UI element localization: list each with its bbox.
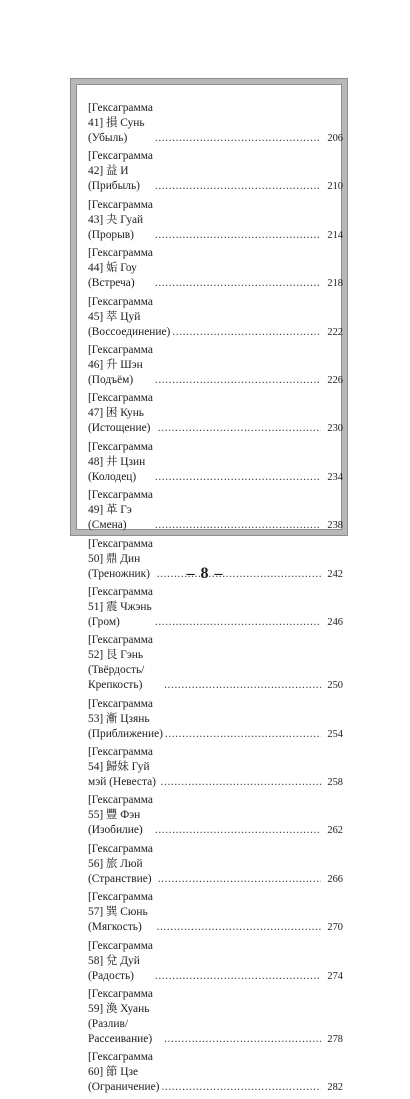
toc-entry-page: 250	[327, 680, 343, 692]
toc-leader-dots	[164, 1032, 321, 1047]
toc-entry-title	[88, 633, 162, 693]
toc-entry-title: [Гексаграмма 53] 漸 Цзянь (Приближение)	[88, 697, 163, 740]
toc-entry-title: [Гексаграмма 43] 夬 Гуай (Прорыв)	[88, 198, 153, 241]
toc-entry-title-line1: [Гексаграмма 59] 渙 Хуань	[88, 988, 153, 1016]
toc-entry	[88, 391, 343, 436]
toc-entry-title-line2: (Разлив/Рассеивание)	[88, 1018, 153, 1046]
toc-leader-dots	[165, 727, 321, 742]
toc-entry-title-line2: (Твёрдость/Крепкость)	[88, 664, 145, 692]
toc-leader-dots	[155, 228, 321, 243]
toc-entry	[88, 697, 343, 742]
toc-leader-dots	[155, 179, 321, 194]
toc-leader-dots	[158, 421, 321, 436]
toc-entry-page: 218	[327, 278, 343, 290]
toc-entry-title: [Гексаграмма 56] 旅 Люй (Странствие)	[88, 842, 153, 885]
toc-entry	[88, 101, 343, 146]
toc-leader-dots	[155, 823, 321, 838]
toc-entry	[88, 440, 343, 485]
toc-entry-title: [Гексаграмма 60] 節 Цзе (Ограничение)	[88, 1051, 160, 1094]
toc-entry-title	[88, 987, 162, 1047]
toc-entry-page: 242	[327, 568, 343, 580]
toc-entry-title: [Гексаграмма 44] 姤 Гоу (Встреча)	[88, 247, 153, 290]
toc-entry-title: [Гексаграмма 48] 井 Цзин (Колодец)	[88, 440, 153, 483]
toc-leader-dots	[155, 969, 321, 984]
toc-entry-page: 258	[327, 777, 343, 789]
toc-leader-dots	[155, 373, 321, 388]
toc-entry	[88, 633, 343, 693]
toc-leader-dots	[158, 872, 321, 887]
toc-entry-page: 210	[327, 181, 343, 193]
toc-entry-title: [Гексаграмма 47] 困 Кунь (Истощение)	[88, 392, 153, 435]
toc-entry-title: [Гексаграмма 51] 震 Чжэнь (Гром)	[88, 585, 153, 628]
toc-entry	[88, 246, 343, 291]
toc-entry-title: [Гексаграмма 57] 巽 Сюнь (Мягкость)	[88, 891, 153, 934]
toc-entry-page: 262	[327, 825, 343, 837]
toc-entry-page: 222	[327, 326, 343, 338]
toc-leader-dots	[155, 470, 321, 485]
toc-entry-page: 274	[327, 970, 343, 982]
toc-entry-page: 234	[327, 471, 343, 483]
toc-entry	[88, 842, 343, 887]
toc-entry-title: [Гексаграмма 49] 革 Гэ (Смена)	[88, 489, 153, 532]
toc-leader-dots	[164, 678, 321, 693]
toc-leader-dots	[161, 775, 321, 790]
toc-leader-dots	[157, 920, 321, 935]
toc-entry-title: [Гексаграмма 54] 歸妹 Гуй мэй (Невеста)	[88, 746, 156, 789]
toc-leader-dots	[155, 131, 321, 146]
toc-entry-title: [Гексаграмма 46] 升 Шэн (Подъём)	[88, 343, 153, 386]
toc-leader-dots	[155, 518, 321, 533]
toc-entry-page: 278	[327, 1034, 343, 1046]
toc-entry-title: [Гексаграмма 45] 萃 Цуй (Воссоединение)	[88, 295, 171, 338]
page-number: – 8 –	[186, 565, 224, 582]
toc-leader-dots	[155, 276, 321, 291]
toc-entry	[88, 488, 343, 533]
toc-entry-page: 266	[327, 873, 343, 885]
toc-entry	[88, 1050, 343, 1095]
toc-entry-page: 246	[327, 616, 343, 628]
toc-entry-page: 270	[327, 922, 343, 934]
toc-entry	[88, 198, 343, 243]
table-of-contents	[88, 101, 343, 1099]
toc-entry-page: 282	[327, 1082, 343, 1094]
toc-entry	[88, 295, 343, 340]
toc-entry	[88, 890, 343, 935]
toc-entry	[88, 149, 343, 194]
toc-entry-title: [Гексаграмма 41] 損 Сунь (Убыль)	[88, 102, 153, 144]
toc-entry-title-line1: [Гексаграмма 52] 艮 Гэнь	[88, 634, 153, 662]
toc-leader-dots	[172, 325, 321, 340]
toc-entry-page: 254	[327, 728, 343, 740]
toc-entry-page: 238	[327, 520, 343, 532]
toc-entry-page: 206	[327, 133, 343, 144]
toc-entry	[88, 585, 343, 630]
toc-entry-title: [Гексаграмма 55] 豐 Фэн (Изобилие)	[88, 794, 153, 837]
toc-entry	[88, 939, 343, 984]
toc-entry-page: 230	[327, 423, 343, 435]
toc-entry-title: [Гексаграмма 42] 益 И (Прибыль)	[88, 150, 153, 193]
toc-entry-page: 214	[327, 229, 343, 241]
toc-leader-dots	[161, 1080, 321, 1095]
toc-entry-title: [Гексаграмма 50] 鼎 Дин (Треножник)	[88, 537, 153, 580]
toc-entry	[88, 793, 343, 838]
toc-entry-title: [Гексаграмма 58] 兌 Дуй (Радость)	[88, 939, 153, 982]
toc-entry	[88, 987, 343, 1047]
toc-entry-page: 226	[327, 374, 343, 386]
toc-entry	[88, 745, 343, 790]
toc-entry	[88, 343, 343, 388]
